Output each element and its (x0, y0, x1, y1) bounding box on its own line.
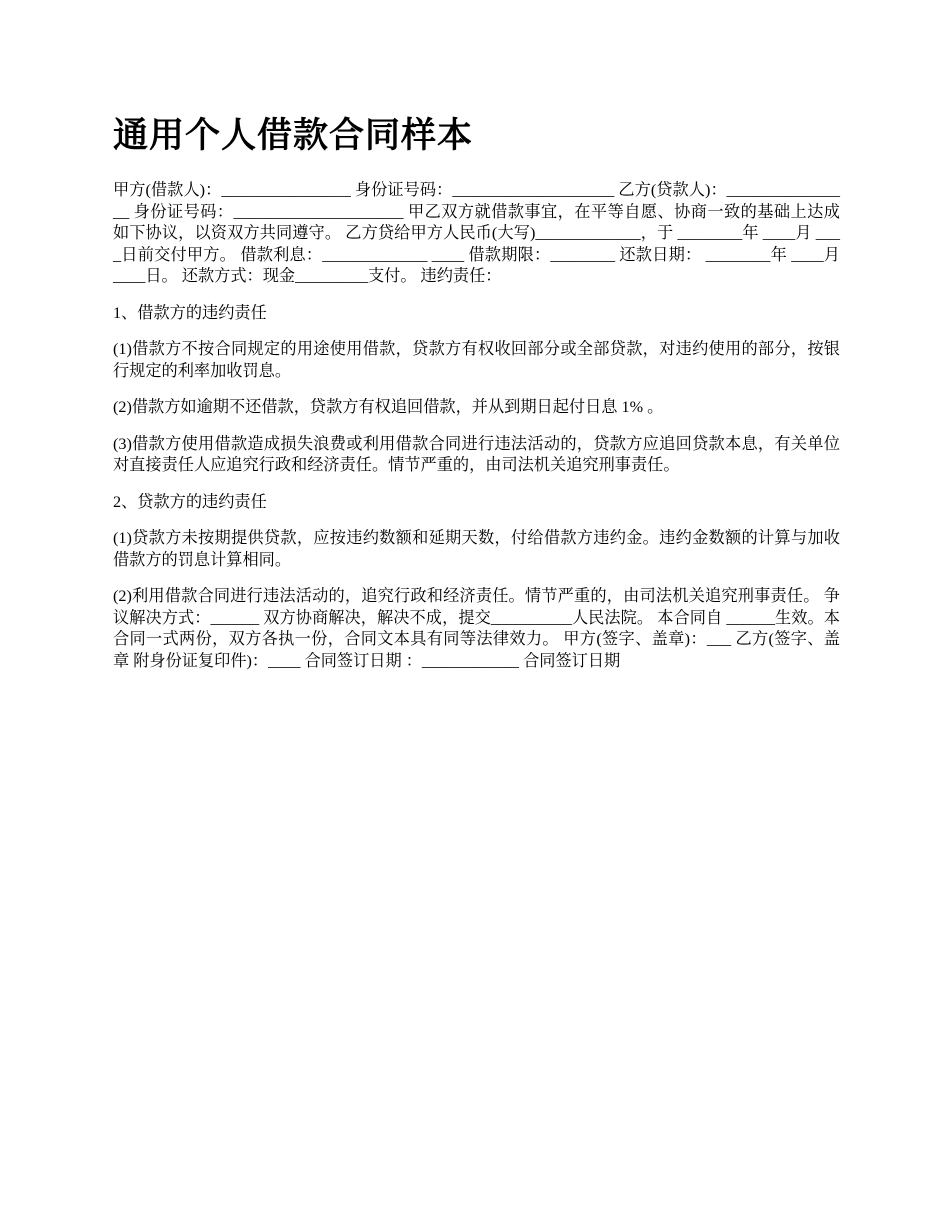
lender-liability-clause-1: (1)贷款方未按期提供贷款，应按违约数额和延期天数，付给借款方违约金。违约金数额的计算与加收借款方的罚息计算相同。 (113, 529, 840, 569)
borrower-liability-heading: 1、借款方的违约责任 (113, 303, 267, 322)
document-title: 通用个人借款合同样本 (113, 116, 474, 156)
document-page (113, 108, 840, 687)
borrower-liability-clause-3: (3)借款方使用借款造成损失浪费或利用借款合同进行违法活动的，贷款方应追回贷款本息，有关单位对直接责任人应追究行政和经济责任。情节严重的，由司法机关追究刑事责任。 (113, 434, 840, 474)
contract-parties-paragraph: 甲方(借款人)：________________ 身份证号码：____________________ 乙方(贷款人)：________________ 身份证号码：_____________________ 甲乙双方就借款事宜，在平等自愿、协商一致的基础上达成如下协议，以资双方共同遵守。 乙方贷给甲方人民币(大写)_____________，于 ________年 ____月 ____日前交付甲方。 借款利息：_____________ ____ 借款期限：________ 还款日期： ________年 ____月 ____日。 还款方式：现金_________支付。 违约责任： (113, 181, 840, 285)
lender-liability-heading: 2、贷款方的违约责任 (113, 492, 267, 511)
borrower-liability-clause-1: (1)借款方不按合同规定的用途使用借款，贷款方有权收回部分或全部贷款，对违约使用的部分，按银行规定的利率加收罚息。 (113, 340, 840, 380)
lender-liability-clause-2: (2)利用借款合同进行违法活动的，追究行政和经济责任。情节严重的，由司法机关追究刑事责任。 争议解决方式：______ 双方协商解决，解决不成，提交__________人民法院。 本合同自 ______生效。本合同一式两份，双方各执一份，合同文本具有同等法律效力。 甲方(签字、盖章)：___ 乙方(签字、盖章 附身份证复印件)：____ 合同签订日期 ：____________ 合同签订日期 (113, 587, 840, 670)
borrower-liability-clause-2: (2)借款方如逾期不还借款，贷款方有权追回借款，并从到期日起付日息 1% 。 (113, 398, 664, 416)
